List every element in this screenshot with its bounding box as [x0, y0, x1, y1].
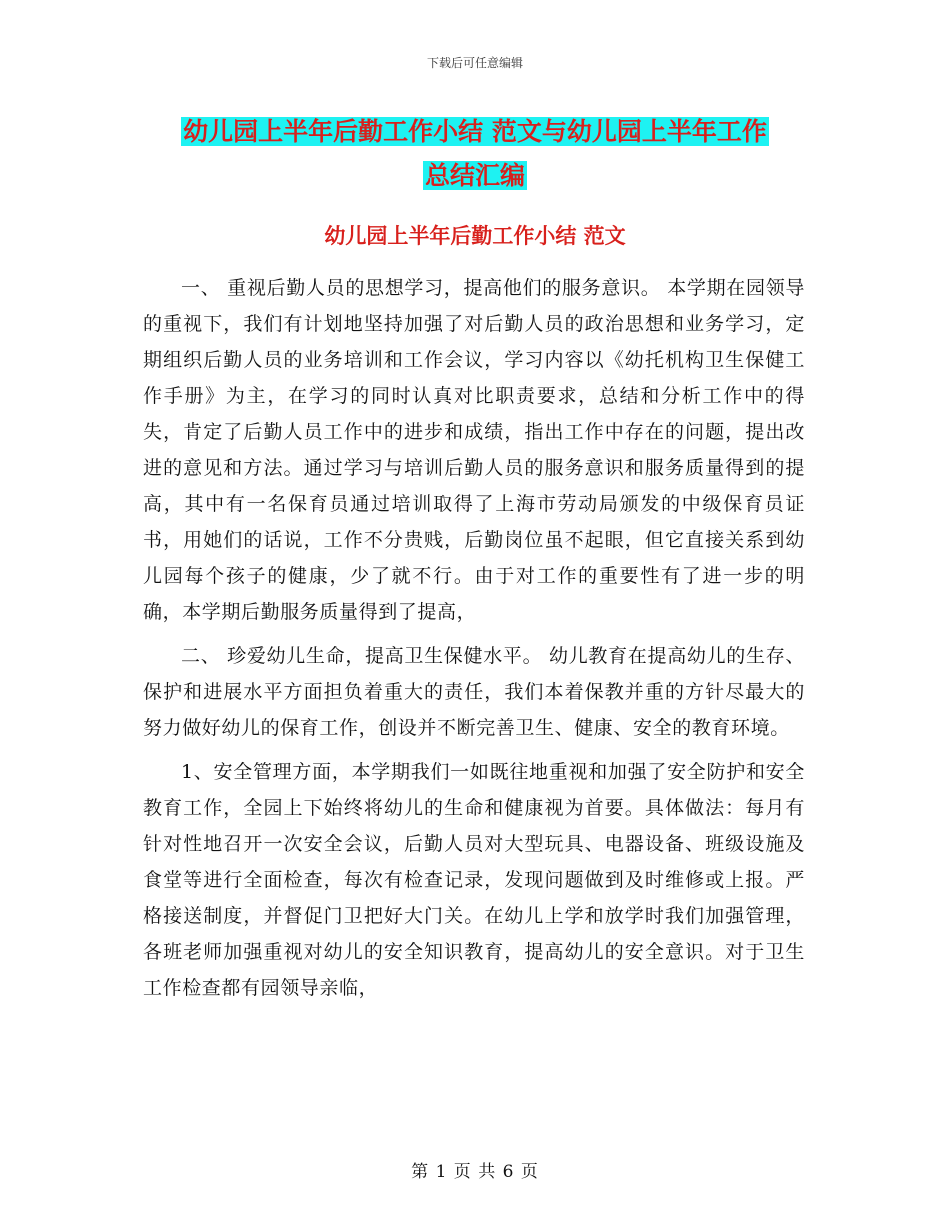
- section-title: 幼儿园上半年后勤工作小结 范文: [324, 223, 626, 248]
- paragraph: 二、 珍爱幼儿生命，提高卫生保健水平。 幼儿教育在提高幼儿的生存、保护和进展水平方面担负着重大的责任，我们本着保教并重的方针尽最大的努力做好幼儿的保育工作，创设并不断完善卫生、健康、安全的教育环境。: [143, 645, 805, 739]
- page-footer: 第 1 页 共 6 页: [411, 1162, 539, 1182]
- paragraph: 1、安全管理方面，本学期我们一如既往地重视和加强了安全防护和安全教育工作，全园上下始终将幼儿的生命和健康视为首要。具体做法：每月有针对性地召开一次安全会议，后勤人员对大型玩具、电器设备、班级设施及食堂等进行全面检查，每次有检查记录，发现问题做到及时维修或上报。严格接送制度，并督促门卫把好大门关。在幼儿上学和放学时我们加强管理，各班老师加强重视对幼儿的安全知识教育，提高幼儿的安全意识。对于卫生工作检查都有园领导亲临，: [143, 761, 805, 999]
- paragraph: 一、 重视后勤人员的思想学习，提高他们的服务意识。 本学期在园领导的重视下，我们有计划地坚持加强了对后勤人员的政治思想和业务学习，定期组织后勤人员的业务培训和工作会议，学习内容以《幼托机构卫生保健工作手册》为主，在学习的同时认真对比职责要求，总结和分析工作中的得失，肯定了后勤人员工作中的进步和成绩，指出工作中存在的问题，提出改进的意见和方法。通过学习与培训后勤人员的服务意识和服务质量得到的提高，其中有一名保育员通过培训取得了上海市劳动局颁发的中级保育员证书，用她们的话说，工作不分贵贱，后勤岗位虽不起眼，但它直接关系到幼儿园每个孩子的健康，少了就不行。由于对工作的重要性有了进一步的明确，本学期后勤服务质量得到了提高，: [143, 277, 805, 623]
- document-title-line-1: 幼儿园上半年后勤工作小结 范文与幼儿园上半年工作: [183, 117, 767, 146]
- document-title-line-2: 总结汇编: [424, 161, 525, 190]
- header-note: 下载后可任意编辑: [426, 56, 523, 70]
- document-title: [0, 110, 950, 198]
- body-text: [143, 270, 805, 1014]
